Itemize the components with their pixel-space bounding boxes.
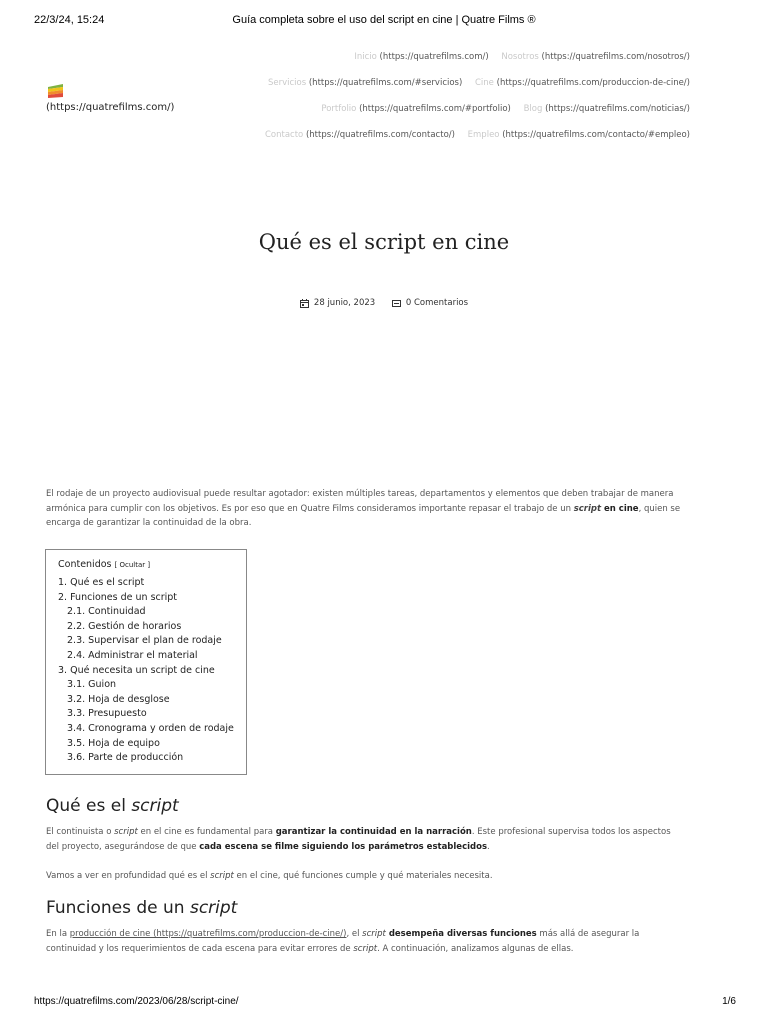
toc-item[interactable]: 3.2. Hoja de desglose bbox=[67, 693, 170, 705]
nav-item-empleo[interactable]: Empleo (https://quatrefilms.com/contacto/#empleo) bbox=[467, 130, 690, 140]
toc-list bbox=[58, 576, 246, 766]
body-paragraph: En la producción de cine (https://quatrefilms.com/produccion-de-cine/), el script desempeña diversas funciones más allá de asegurar la continuidad y los requerimientos de cada escena para evitar errores de script. A continuación, analizamos algunas de ellas. bbox=[46, 929, 640, 954]
post-meta bbox=[0, 298, 768, 311]
print-header bbox=[0, 14, 768, 30]
nav-row bbox=[268, 78, 690, 88]
section-heading-funciones: Funciones de un script bbox=[46, 898, 238, 918]
nav-row bbox=[265, 130, 690, 140]
toc-item[interactable]: 2.1. Continuidad bbox=[67, 606, 146, 618]
body-paragraph: Vamos a ver en profundidad qué es el script en el cine, qué funciones cumple y qué materiales necesita. bbox=[46, 871, 493, 881]
post-date: 28 junio, 2023 bbox=[300, 298, 375, 308]
nav-item-blog[interactable]: Blog (https://quatrefilms.com/noticias/) bbox=[523, 104, 690, 114]
calendar-icon bbox=[300, 299, 309, 308]
nav-item-contacto[interactable]: Contacto (https://quatrefilms.com/contacto/) bbox=[264, 130, 455, 140]
toc-item[interactable]: 2.3. Supervisar el plan de rodaje bbox=[67, 635, 222, 647]
nav-item-cine[interactable]: Cine (https://quatrefilms.com/produccion-de-cine/) bbox=[475, 78, 690, 88]
print-footer bbox=[0, 996, 768, 1012]
nav-item-servicios[interactable]: Servicios (https://quatrefilms.com/#servicios) bbox=[267, 78, 463, 88]
table-of-contents bbox=[45, 549, 247, 775]
toc-item[interactable]: 3.4. Cronograma y orden de rodaje bbox=[67, 722, 234, 734]
toc-item[interactable]: 3.1. Guion bbox=[67, 679, 117, 691]
toc-item[interactable]: 2. Funciones de un script bbox=[58, 591, 178, 603]
nav-item-nosotros[interactable]: Nosotros (https://quatrefilms.com/nosotros/) bbox=[501, 52, 690, 62]
toc-item[interactable]: 3.3. Presupuesto bbox=[67, 708, 147, 720]
nav-row bbox=[354, 52, 690, 62]
toc-title: Contenidos bbox=[58, 559, 112, 570]
toc-item[interactable]: 2.4. Administrar el material bbox=[67, 649, 198, 661]
comment-icon bbox=[392, 299, 401, 308]
toc-item[interactable]: 3.6. Parte de producción bbox=[67, 752, 184, 764]
produccion-de-cine-link[interactable]: producción de cine (https://quatrefilms.com/produccion-de-cine/) bbox=[69, 929, 347, 939]
post-comments[interactable]: 0 Comentarios bbox=[392, 298, 468, 308]
post-title: Qué es el script en cine bbox=[258, 230, 510, 254]
toc-toggle-button[interactable]: [ Ocultar ] bbox=[114, 561, 151, 569]
toc-item[interactable]: 3. Qué necesita un script de cine bbox=[58, 664, 215, 676]
print-page-number: 1/6 bbox=[722, 996, 736, 1007]
print-date: 22/3/24, 15:24 bbox=[34, 14, 105, 26]
section-heading-que-es: Qué es el script bbox=[46, 796, 179, 816]
intro-paragraph: El rodaje de un proyecto audiovisual puede resultar agotador: existen múltiples tareas, departamentos y elementos que deben trabajar de manera armónica para cumplir con los objetivos. Es por eso que en Quatre Films consideramos importante repasar el trabajo de un script en cine, quien se encarga de garantizar la continuidad de la obra. bbox=[46, 489, 681, 528]
toc-item[interactable]: 3.5. Hoja de equipo bbox=[67, 737, 160, 749]
print-url: https://quatrefilms.com/2023/06/28/script-cine/ bbox=[34, 996, 239, 1007]
logo-link[interactable]: (https://quatrefilms.com/) bbox=[46, 102, 175, 113]
print-title: Guía completa sobre el uso del script en cine | Quatre Films ® bbox=[232, 14, 536, 26]
nav-row bbox=[321, 104, 690, 114]
quatre-films-logo-icon[interactable] bbox=[47, 84, 65, 98]
body-paragraph: El continuista o script en el cine es fundamental para garantizar la continuidad en la narración. Este profesional supervisa todos los aspectos del proyecto, asegurándose de que cada escena se filme siguiendo los parámetros establecidos. bbox=[46, 827, 671, 852]
toc-header bbox=[58, 559, 246, 570]
nav-item-portfolio[interactable]: Portfolio (https://quatrefilms.com/#portfolio) bbox=[321, 104, 511, 114]
nav-item-inicio[interactable]: Inicio (https://quatrefilms.com/) bbox=[354, 52, 489, 62]
toc-item[interactable]: 1. Qué es el script bbox=[58, 577, 145, 588]
toc-item[interactable]: 2.2. Gestión de horarios bbox=[67, 620, 182, 632]
